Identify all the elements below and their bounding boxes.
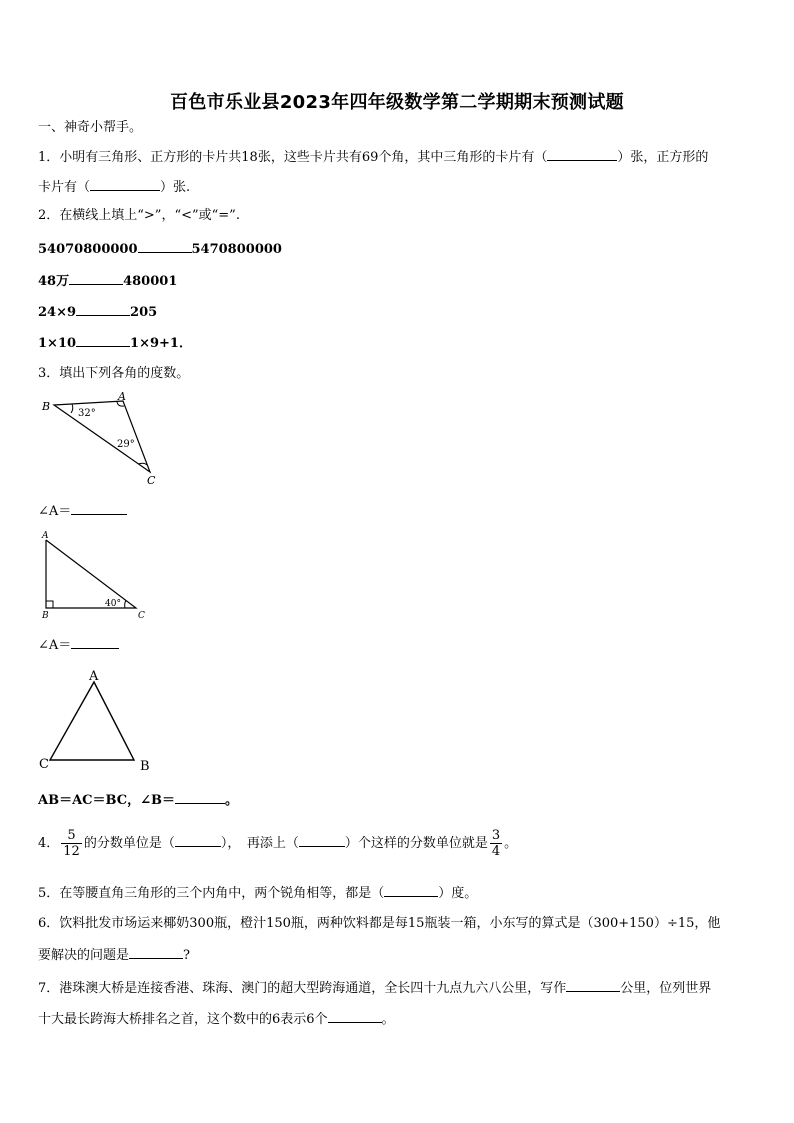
triangle-1-angle-c-value: 29° <box>117 439 135 450</box>
q2-blank-2[interactable] <box>69 272 123 285</box>
q4-text-3: ）个这样的分数单位就是 <box>344 836 488 851</box>
triangle-1-label-c: C <box>147 474 156 487</box>
q5-text-a: 5．在等腰直角三角形的三个内角中，两个锐角相等，都是（ <box>38 886 385 901</box>
triangle-2-angle-c-arc <box>125 600 126 608</box>
q2-item-4-left: 1×10 <box>38 336 77 351</box>
question-6-line-2 <box>38 946 190 964</box>
q4-text-2: ）， 再添上（ <box>220 836 299 851</box>
triangle-3-label-a: A <box>89 669 99 684</box>
q4-blank-count[interactable] <box>299 834 345 847</box>
triangle-3-shape <box>50 682 134 760</box>
q2-item-3 <box>38 303 157 321</box>
q2-item-2-right: 480001 <box>123 274 178 289</box>
q2-blank-1[interactable] <box>138 240 192 253</box>
triangle-2-label-a: A <box>42 531 49 541</box>
triangle-figure-1 <box>38 392 168 487</box>
q2-item-4 <box>38 334 192 352</box>
triangle-3-label-c: C <box>39 757 49 772</box>
q3-answer-1 <box>38 502 127 520</box>
q4-suffix: 。 <box>504 836 518 851</box>
q4-fraction-5-12 <box>61 828 82 859</box>
triangle-figure-3 <box>36 666 156 776</box>
q4-fraction-2-numerator: 3 <box>491 828 501 843</box>
q6-blank[interactable] <box>129 946 183 959</box>
q2-item-3-right: 205 <box>130 305 158 320</box>
q2-item-2 <box>38 272 177 290</box>
q2-item-3-left: 24×9 <box>38 305 77 320</box>
triangle-2-angle-c-value: 40° <box>105 599 121 609</box>
question-2-text: 2．在横线上填上“>”，“<”或“=”. <box>38 208 240 223</box>
q7-blank-number[interactable] <box>566 979 620 992</box>
triangle-2-label-b: B <box>42 611 49 621</box>
q1-text-a: 1．小明有三角形、正方形的卡片共18张，这些卡片共有69个角，其中三角形的卡片有（ <box>38 150 548 165</box>
q3-answer-2-label: ∠A＝ <box>38 638 72 653</box>
question-4 <box>38 826 517 862</box>
q5-blank[interactable] <box>384 884 438 897</box>
q3-blank-3[interactable] <box>175 791 225 804</box>
triangle-1-shape <box>54 401 150 472</box>
q2-blank-4[interactable] <box>76 334 130 347</box>
question-7-line-2 <box>38 1010 395 1028</box>
q7-text-d: 。 <box>381 1012 395 1027</box>
question-6-line-1: 6．饮料批发市场运来椰奶300瓶，橙汁150瓶，两种饮料都是每15瓶装一箱，小东写的算式是（300+150）÷15，他 <box>38 916 721 931</box>
triangle-3-label-b: B <box>140 759 150 774</box>
q1-blank-square[interactable] <box>90 178 160 191</box>
q4-blank-unit[interactable] <box>175 834 221 847</box>
q3-answer-3-end: 。 <box>224 793 238 808</box>
question-5 <box>38 884 477 902</box>
q2-item-1-right: 5470800000 <box>191 242 282 257</box>
q4-fraction-1-denominator: 12 <box>63 844 80 859</box>
q3-answer-2 <box>38 636 119 654</box>
question-3-text: 3．填出下列各角的度数。 <box>38 366 190 381</box>
triangle-1-label-a: A <box>118 390 126 403</box>
q3-answer-1-label: ∠A＝ <box>38 504 72 519</box>
triangle-2-label-c: C <box>138 611 145 621</box>
q1-text-d: ）张. <box>160 180 191 195</box>
q3-answer-3-label: AB＝AC＝BC，∠B＝ <box>38 793 175 808</box>
q1-blank-triangle[interactable] <box>547 148 617 161</box>
question-1-line-1 <box>38 148 708 166</box>
q1-text-c: 卡片有（ <box>38 180 91 195</box>
question-7-line-1 <box>38 979 711 997</box>
q2-item-2-left: 48万 <box>38 274 70 289</box>
section-heading: 一、神奇小帮手。 <box>38 120 143 135</box>
q7-text-c: 十大最长跨海大桥排名之首，这个数中的6表示6个 <box>38 1012 328 1027</box>
q2-item-1 <box>38 240 282 258</box>
triangle-2-shape <box>46 540 136 608</box>
triangle-figure-2 <box>38 528 158 623</box>
q3-blank-2[interactable] <box>71 636 119 649</box>
q5-text-b: ）度。 <box>438 886 478 901</box>
q4-fraction-1-numerator: 5 <box>61 828 82 844</box>
q4-fraction-2-denominator: 4 <box>491 844 501 859</box>
q1-text-b: ）张，正方形的 <box>617 150 709 165</box>
q7-text-b: 公里，位列世界 <box>620 981 712 996</box>
q4-fraction-3-4 <box>490 828 502 859</box>
triangle-1-label-b: B <box>42 400 51 413</box>
page-title: 百色市乐业县2023年四年级数学第二学期期末预测试题 <box>170 92 624 113</box>
triangle-1-angle-b-arc <box>71 404 73 413</box>
q7-text-a: 7．港珠澳大桥是连接香港、珠海、澳门的超大型跨海通道，全长四十九点九六八公里，写作 <box>38 981 567 996</box>
q6-text-b: ? <box>183 948 190 963</box>
q2-item-4-right: 1×9+1． <box>130 336 192 351</box>
question-1-line-2 <box>38 178 190 196</box>
q4-prefix: 4． <box>38 836 60 851</box>
triangle-1-angle-b-value: 32° <box>78 408 96 419</box>
q3-blank-1[interactable] <box>71 502 127 515</box>
q2-item-1-left: 54070800000 <box>38 242 138 257</box>
triangle-2-right-angle-mark <box>46 601 53 608</box>
q3-answer-3 <box>38 791 238 809</box>
q4-text-1: 的分数单位是（ <box>83 836 175 851</box>
q2-blank-3[interactable] <box>76 303 130 316</box>
q7-blank-unit[interactable] <box>328 1010 382 1023</box>
q6-text-a: 要解决的问题是 <box>38 948 130 963</box>
